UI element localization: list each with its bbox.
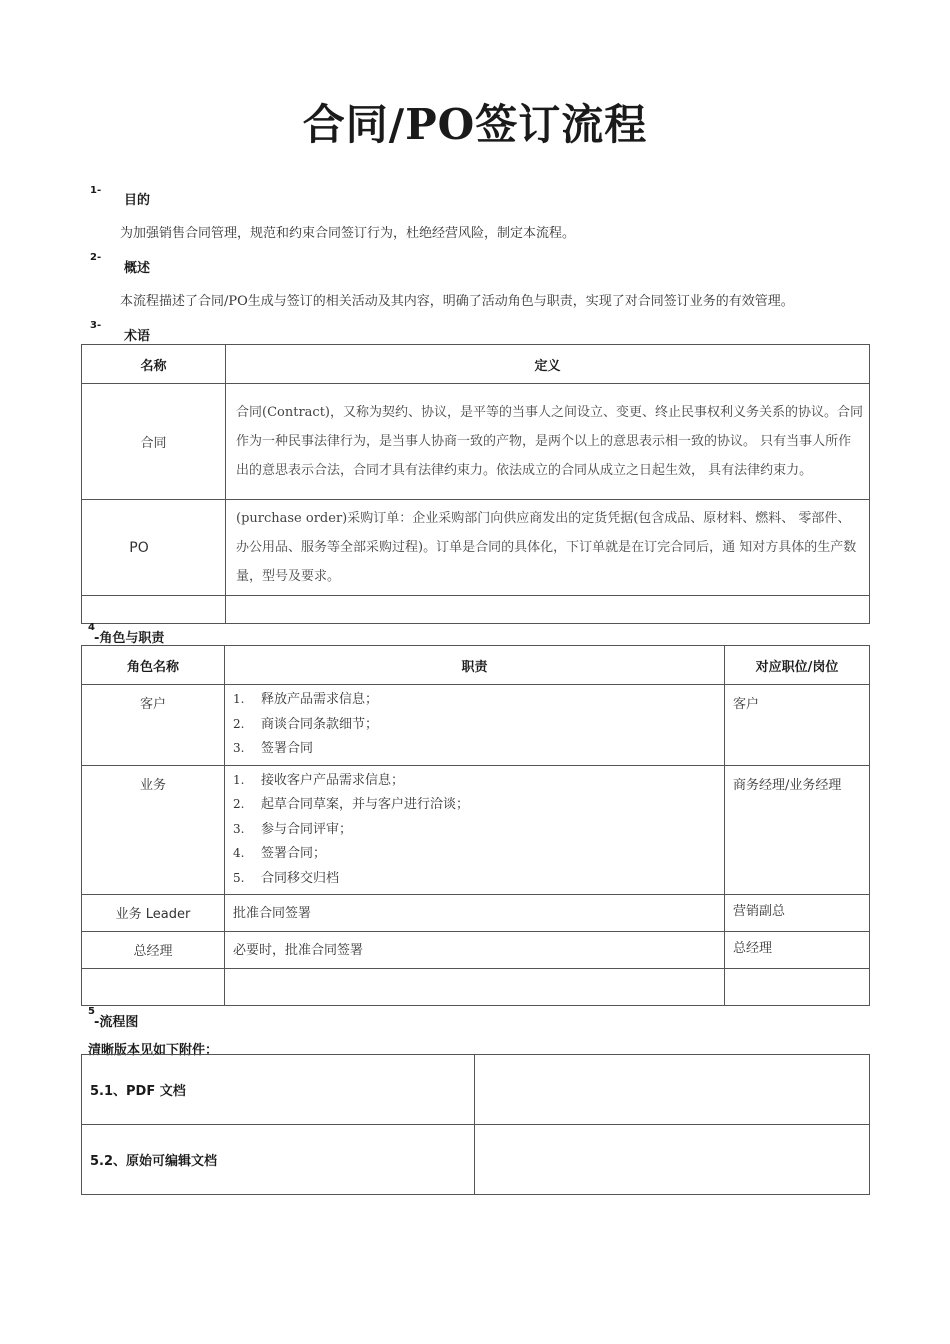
section-number: 1- bbox=[90, 185, 102, 196]
page-title: 合同/PO签订流程 bbox=[302, 100, 648, 149]
table-row bbox=[82, 969, 870, 1006]
roles-header-duty: 职责 bbox=[225, 646, 725, 685]
role-position: 总经理 bbox=[725, 932, 870, 969]
term-definition: (purchase order)采购订单：企业采购部门向供应商发出的定货凭据(包含成品、原材料、燃料、 零部件、办公用品、服务等全部采购过程)。订单是合同的具体化，下订单就是在订完合同后，通 知对方具体的生产数量，型号及要求。 bbox=[226, 500, 870, 596]
role-duty: 批准合同签署 bbox=[225, 895, 725, 932]
table-row bbox=[82, 895, 870, 932]
empty-cell bbox=[82, 596, 226, 624]
attachments-table bbox=[81, 1054, 870, 1195]
terms-header-def: 定义 bbox=[226, 345, 870, 384]
overview-text: 本流程描述了合同/PO生成与签订的相关活动及其内容，明确了活动角色与职责，实现了对合同签订业务的有效管理。 bbox=[120, 294, 794, 309]
list-item: 4. 签署合同； bbox=[233, 846, 327, 861]
role-position: 商务经理/业务经理 bbox=[725, 765, 870, 895]
empty-cell bbox=[82, 969, 225, 1006]
term-name: 合同 bbox=[82, 384, 226, 500]
role-duty: 必要时，批准合同签署 bbox=[225, 932, 725, 969]
table-row bbox=[82, 685, 870, 766]
role-name: 业务 Leader bbox=[82, 895, 225, 932]
role-name: 总经理 bbox=[82, 932, 225, 969]
list-item: 3. 签署合同 bbox=[233, 741, 314, 756]
term-definition: 合同(Contract)，又称为契约、协议，是平等的当事人之间设立、变更、终止民事权利义务关系的协议。合同作为一种民事法律行为，是当事人协商一致的产物，是两个以上的意思表示相一致的协议。 只有当事人所作出的意思表示合法，合同才具有法律约束力。依法成立的合同从成立之日起生效， 具有法律约束力。 bbox=[226, 384, 870, 500]
section-title-flowchart: -流程图 bbox=[94, 1015, 139, 1030]
attachment-editable[interactable]: 5.2、原始可编辑文档 bbox=[82, 1125, 475, 1195]
section-title-roles: -角色与职责 bbox=[94, 631, 165, 646]
table-row bbox=[82, 1125, 870, 1195]
term-name: PO bbox=[82, 500, 226, 596]
list-item: 5. 合同移交归档 bbox=[233, 870, 340, 886]
role-duties bbox=[225, 685, 725, 766]
attachment-slot[interactable] bbox=[475, 1055, 870, 1125]
table-row bbox=[82, 765, 870, 895]
role-position: 客户 bbox=[725, 685, 870, 766]
section-number: 5 bbox=[88, 1006, 95, 1017]
section-title-overview: 概述 bbox=[124, 261, 151, 276]
section-title-purpose: 目的 bbox=[124, 193, 151, 208]
attachment-slot[interactable] bbox=[475, 1125, 870, 1195]
table-row bbox=[82, 384, 870, 500]
purpose-text: 为加强销售合同管理，规范和约束合同签订行为，杜绝经营风险，制定本流程。 bbox=[120, 226, 576, 241]
terms-table bbox=[81, 344, 870, 624]
roles-header-role: 角色名称 bbox=[82, 646, 225, 685]
role-name: 客户 bbox=[82, 685, 225, 766]
section-title-terms: 术语 bbox=[124, 329, 151, 344]
table-row bbox=[82, 500, 870, 596]
list-item: 1. 释放产品需求信息； bbox=[233, 692, 379, 707]
terms-header-name: 名称 bbox=[82, 345, 226, 384]
table-row bbox=[82, 932, 870, 969]
role-position: 营销副总 bbox=[725, 895, 870, 932]
section-number: 3- bbox=[90, 320, 102, 331]
table-row bbox=[82, 1055, 870, 1125]
table-row bbox=[82, 596, 870, 624]
section-number: 4 bbox=[88, 622, 95, 633]
list-item: 3. 参与合同评审； bbox=[233, 821, 353, 837]
list-item: 1. 接收客户产品需求信息； bbox=[233, 772, 405, 788]
attachment-note: 清晰版本见如下附件： bbox=[88, 1043, 219, 1058]
list-item: 2. 商谈合同条款细节； bbox=[233, 716, 379, 732]
empty-cell bbox=[225, 969, 725, 1006]
roles-header-position: 对应职位/岗位 bbox=[725, 646, 870, 685]
list-item: 2. 起草合同草案，并与客户进行洽谈； bbox=[233, 797, 470, 812]
role-name: 业务 bbox=[82, 765, 225, 895]
section-number: 2- bbox=[90, 252, 102, 263]
empty-cell bbox=[725, 969, 870, 1006]
empty-cell bbox=[226, 596, 870, 624]
roles-table bbox=[81, 645, 870, 1006]
attachment-pdf[interactable]: 5.1、PDF 文档 bbox=[82, 1055, 475, 1125]
role-duties bbox=[225, 765, 725, 895]
